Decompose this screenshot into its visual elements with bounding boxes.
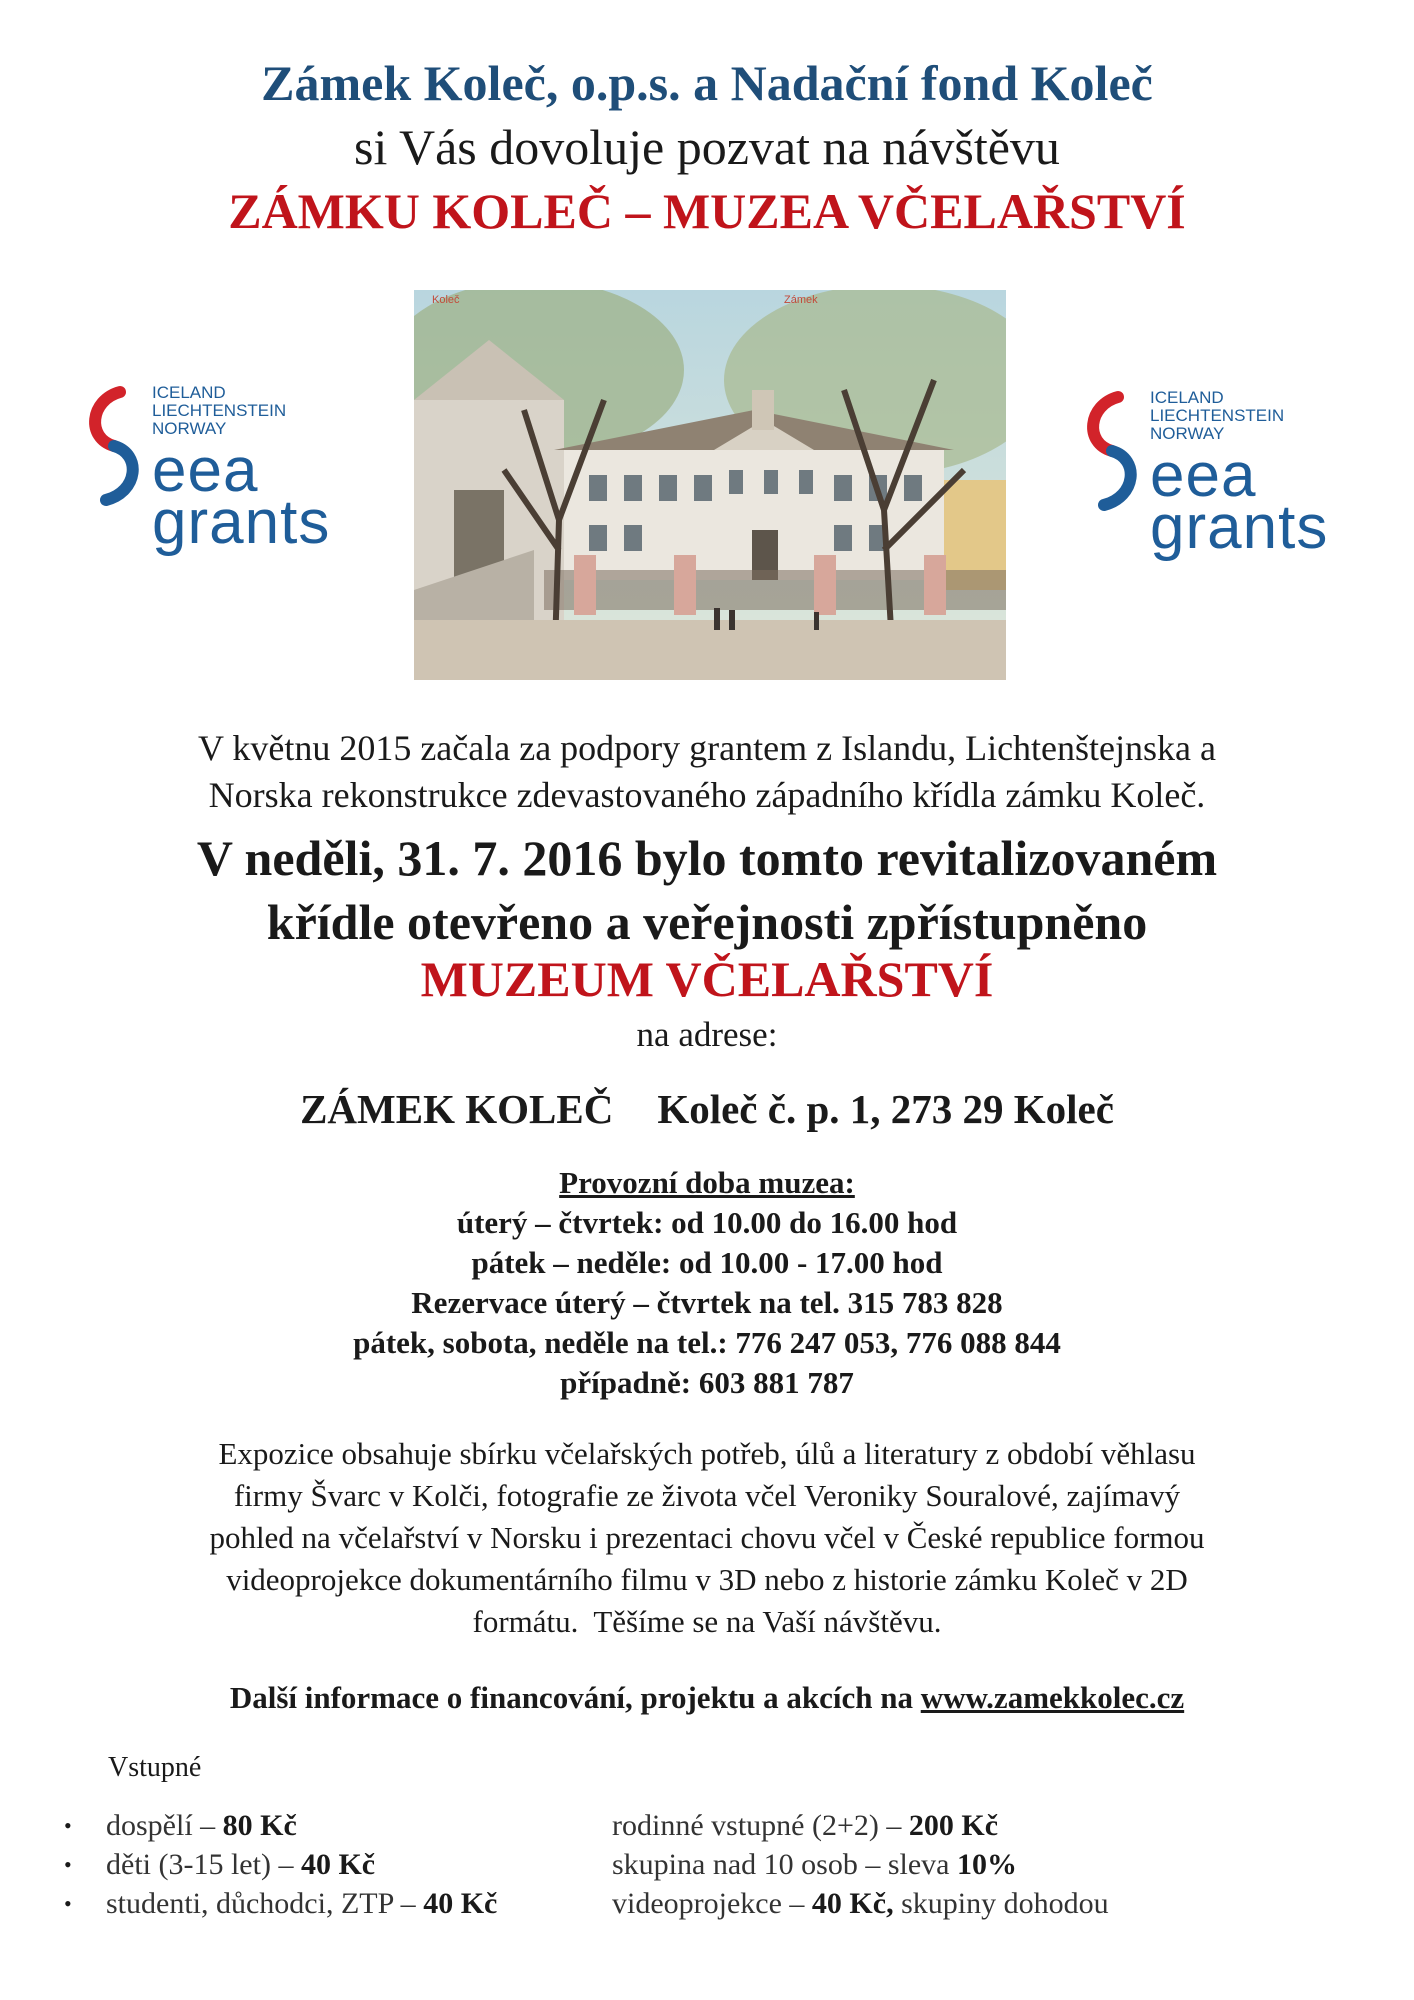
organizer-heading: Zámek Koleč, o.p.s. a Nadační fond Koleč [261,55,1153,111]
eea-word: eea [152,436,259,505]
address-street: Koleč č. p. 1, 273 29 Koleč [657,1086,1114,1132]
admission-extra [612,1806,1109,1923]
admission-extra-item [612,1884,1109,1923]
exposition-line: videoprojekce dokumentárního filmu v 3D nebo z historie zámku Koleč v 2D [226,1562,1188,1597]
admission-price: 10% [956,1848,1017,1881]
museum-name: MUZEUM VČELAŘSTVÍ [420,951,994,1007]
eea-countries [152,384,286,438]
country-liechtenstein: LIECHTENSTEIN [1150,406,1285,425]
eea-word: eea [1150,441,1257,510]
admission-item [64,1806,497,1845]
chateau-illustration [414,290,1006,680]
opening-hours-title: Provozní doba muzea: [559,1165,855,1200]
admission-label: děti (3-15 let) – [106,1848,301,1881]
grants-word: grants [152,488,331,557]
opening-announcement [40,826,1374,954]
eea-countries [1150,389,1284,443]
address-label: na adrese: [636,1015,778,1054]
grants-word: grants [1150,493,1329,562]
reservation-line: Rezervace úterý – čtvrtek na tel. 315 783 828 [411,1285,1003,1320]
admission-list [64,1806,497,1923]
admission-extra-item [612,1845,1109,1884]
country-norway: NORWAY [152,419,227,438]
admission-price: 40 Kč [300,1848,376,1881]
eea-swirl-icon [1078,385,1148,515]
hours-line: pátek – neděle: od 10.00 - 17.00 hod [471,1245,943,1280]
more-info-text: Další informace o financování, projektu a akcích na [229,1680,921,1715]
chateau-postcard-image [414,290,1006,680]
invitation-line: si Vás dovoluje pozvat na návštěvu [354,119,1060,175]
opening-hours [0,1163,1414,1403]
more-info [0,1680,1414,1716]
admission-title: Vstupné [108,1752,202,1783]
hours-line: úterý – čtvrtek: od 10.00 do 16.00 hod [456,1205,958,1240]
address [0,1085,1414,1133]
admission-item [64,1884,497,1923]
exposition-paragraph [80,1433,1334,1643]
admission-label: dospělí – [106,1809,223,1842]
eea-swirl-icon [80,380,150,510]
eea-grants-logo-left [80,380,360,580]
opening-line: křídle otevřeno a veřejnosti zpřístupněno [266,894,1148,950]
address-name: ZÁMEK KOLEČ [300,1086,614,1132]
country-iceland: ICELAND [152,383,226,402]
admission-price: 80 Kč [222,1809,297,1842]
admission-item [64,1845,497,1884]
admission-label: skupina nad 10 osob – sleva [612,1848,957,1881]
museum-heading: ZÁMKU KOLEČ – MUZEA VČELAŘSTVÍ [228,183,1186,239]
country-norway: NORWAY [1150,424,1225,443]
country-liechtenstein: LIECHTENSTEIN [152,401,287,420]
admission-label: rodinné vstupné (2+2) – [612,1809,909,1842]
admission-price: 200 Kč [908,1809,999,1842]
reservation-line: pátek, sobota, neděle na tel.: 776 247 053, 776 088 844 [353,1325,1061,1360]
admission-price: 40 Kč, [811,1887,894,1920]
exposition-line: formátu. Těšíme se na Vaší návštěvu. [472,1604,942,1639]
website-link[interactable]: www.zamekkolec.cz [920,1680,1185,1715]
reservation-line: případně: 603 881 787 [560,1365,854,1400]
admission-label: studenti, důchodci, ZTP – [106,1887,424,1920]
admission-label: videoprojekce – [612,1887,812,1920]
intro-line: Norska rekonstrukce zdevastovaného západního křídla zámku Koleč. [208,775,1206,815]
eea-grants-logo-right [1078,385,1358,585]
postcard-caption-left: Koleč [432,294,460,306]
admission-extra-item [612,1806,1109,1845]
exposition-line: Expozice obsahuje sbírku včelařských potřeb, úlů a literatury z období věhlasu [218,1436,1196,1471]
postcard-caption-right: Zámek [784,294,818,306]
opening-line: V neděli, 31. 7. 2016 bylo tomto revitalizovaném [196,830,1218,886]
intro-paragraph [60,725,1354,819]
admission-price: 40 Kč [423,1887,498,1920]
intro-line: V květnu 2015 začala za podpory grantem z Islandu, Lichtenštejnska a [198,728,1216,768]
exposition-line: pohled na včelařství v Norsku i prezentaci chovu včel v České republice formou [209,1520,1205,1555]
exposition-line: firmy Švarc v Kolči, fotografie ze života včel Veroniky Souralové, zajímavý [233,1478,1181,1513]
country-iceland: ICELAND [1150,388,1224,407]
admission-suffix: skupiny dohodou [893,1887,1109,1920]
